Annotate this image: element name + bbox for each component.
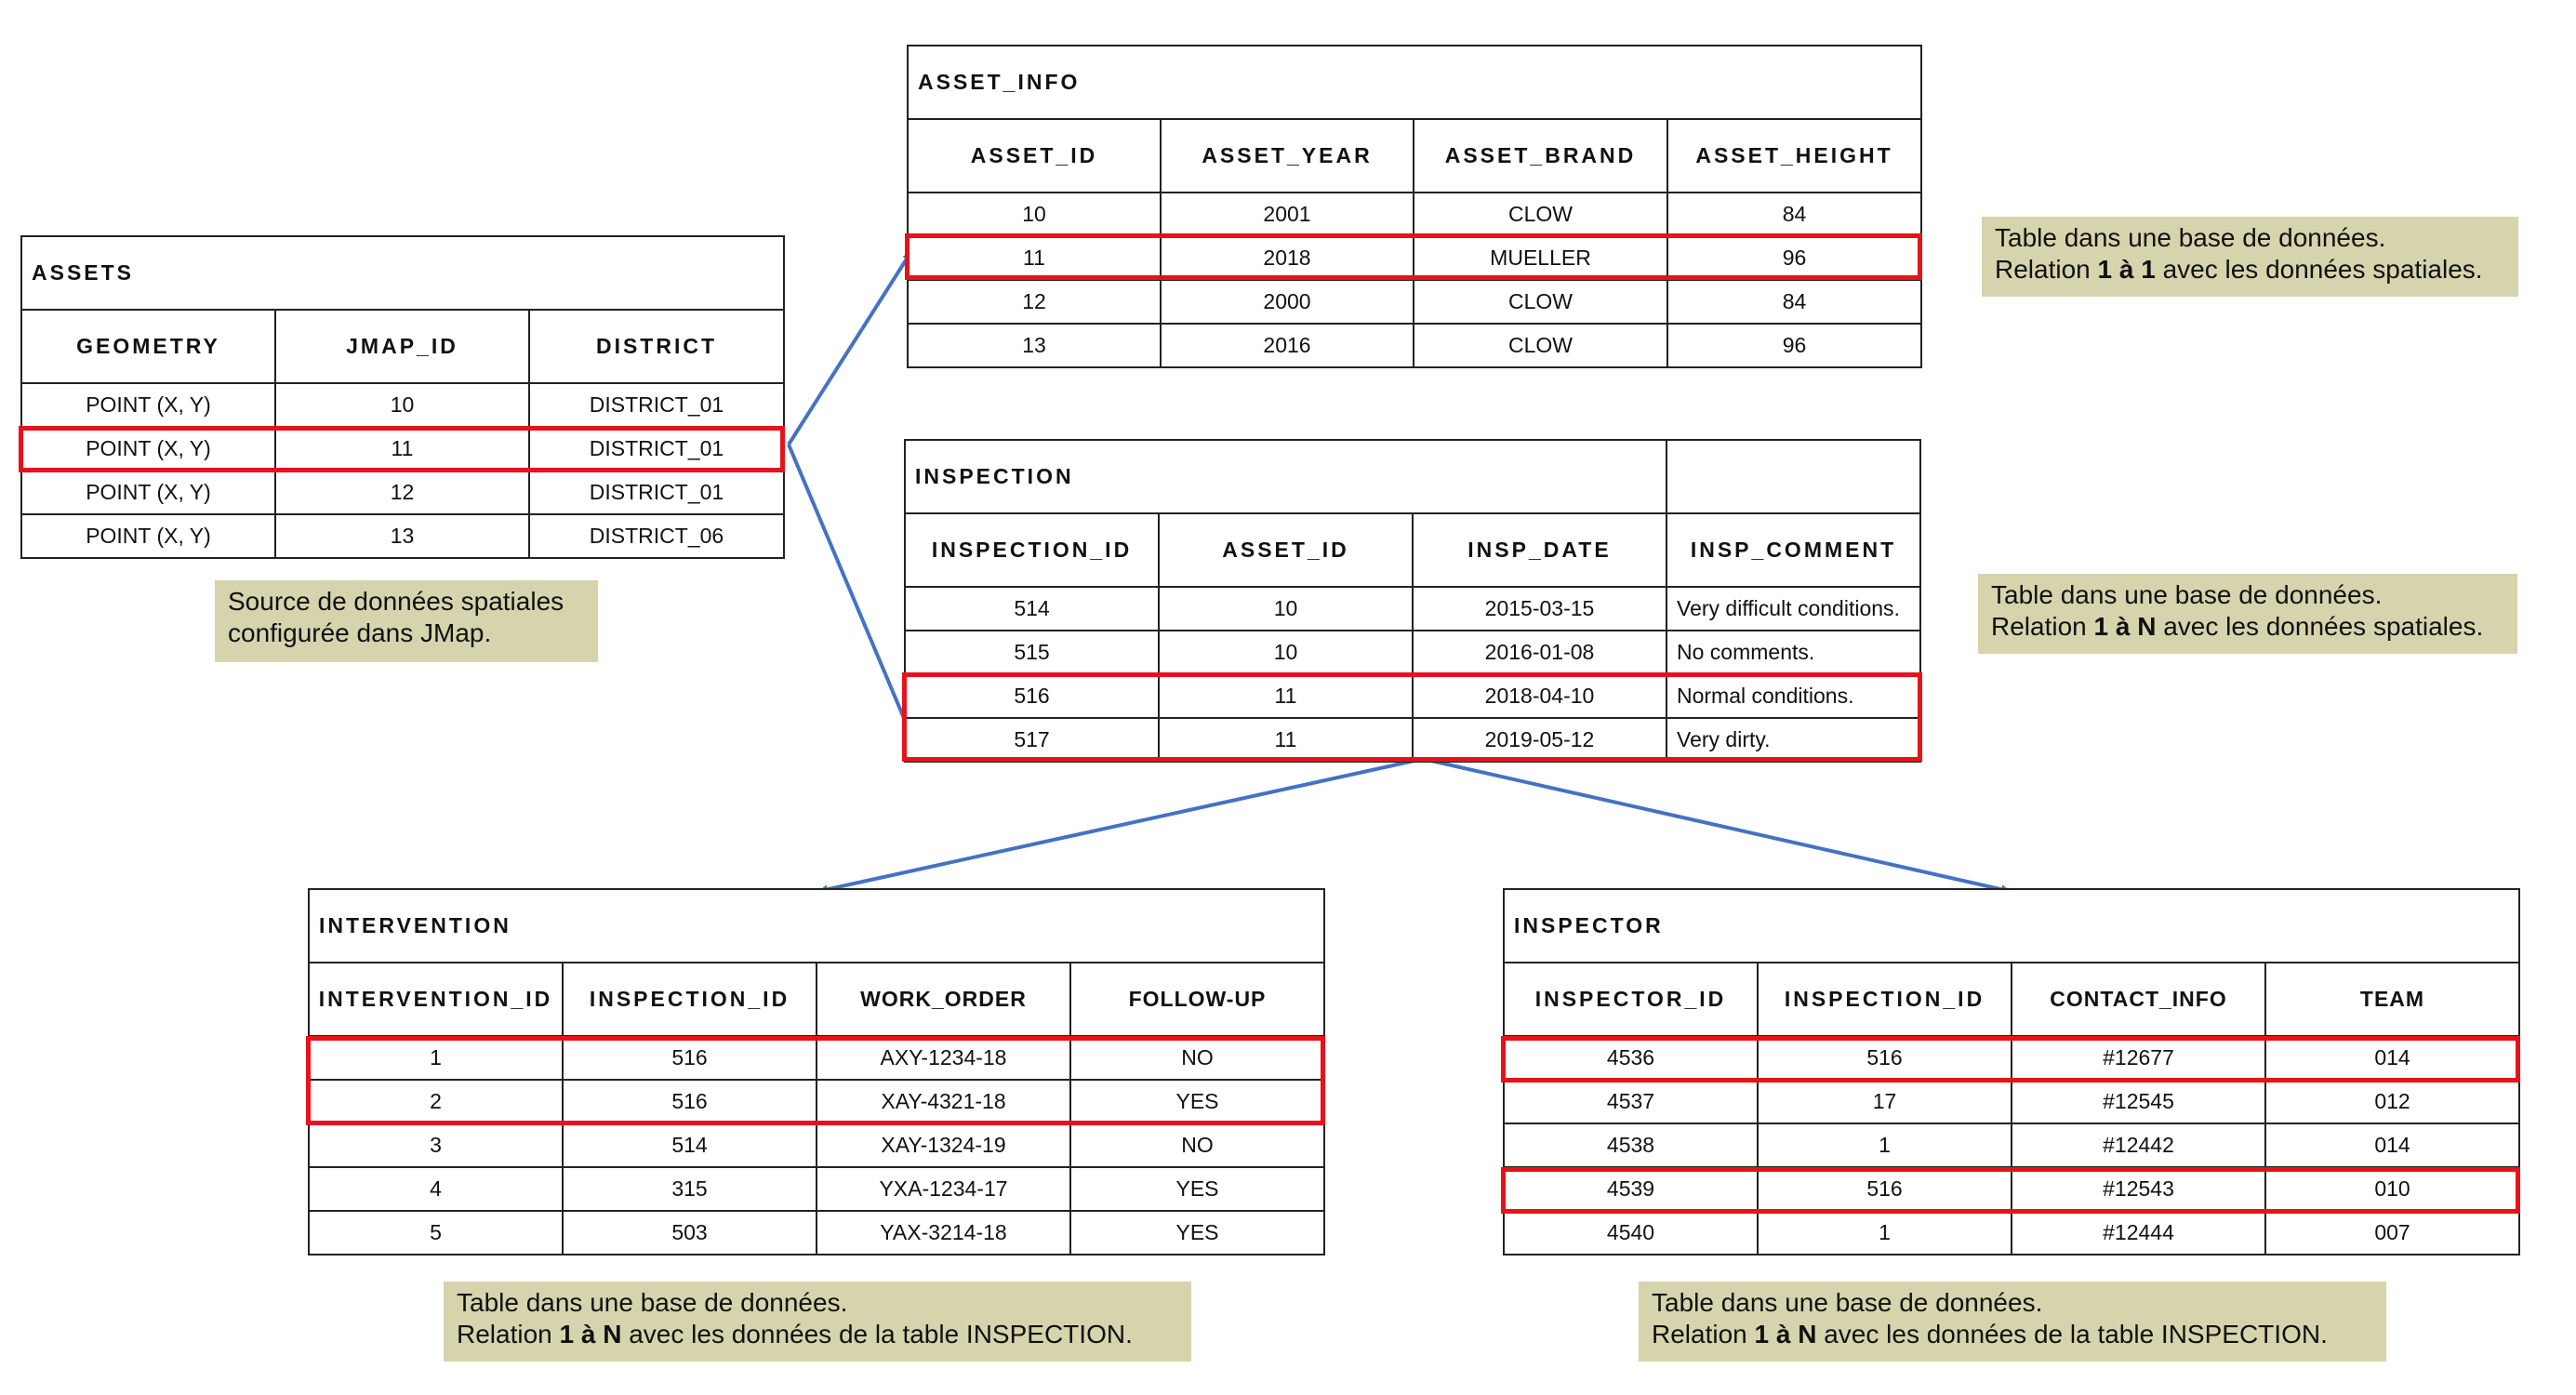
cell: Normal conditions.	[1666, 674, 1920, 718]
column-header: GEOMETRY	[21, 310, 275, 383]
cell: 516	[563, 1080, 817, 1123]
column-header: DISTRICT	[529, 310, 784, 383]
table-row	[908, 280, 1921, 324]
cell: 012	[2265, 1080, 2519, 1123]
cell: 514	[563, 1123, 817, 1167]
asset-info-table	[907, 45, 1922, 368]
column-header: INSPECTION_ID	[905, 513, 1159, 587]
cell: MUELLER	[1414, 236, 1667, 280]
cell: 515	[905, 631, 1159, 674]
cell: #12543	[2012, 1167, 2265, 1211]
table-row	[21, 471, 784, 514]
table-row	[309, 1167, 1324, 1211]
note-line: Relation 1 à N avec les données spatiales.	[1991, 612, 2484, 641]
table-row	[21, 383, 784, 427]
note-line: Table dans une base de données.	[1652, 1288, 2043, 1317]
cell: YXA-1234-17	[817, 1167, 1070, 1211]
arrow-inspection-to-intervention	[820, 759, 1423, 891]
cell: AXY-1234-18	[817, 1036, 1070, 1080]
cell: YAX-3214-18	[817, 1211, 1070, 1255]
cell: XAY-1324-19	[817, 1123, 1070, 1167]
note-line: Relation 1 à N avec les données de la table INSPECTION.	[1652, 1320, 2328, 1348]
note-line: Relation 1 à 1 avec les données spatiales.	[1995, 255, 2483, 284]
table-row	[21, 514, 784, 558]
intervention-table-title: INTERVENTION	[309, 889, 1324, 963]
cell: 3	[309, 1123, 563, 1167]
column-header: ASSET_HEIGHT	[1667, 119, 1921, 193]
inspector-note	[1639, 1282, 2386, 1362]
column-header: INSPECTION_ID	[1758, 963, 2012, 1036]
empty-title-cell	[1666, 440, 1920, 513]
cell: 2016	[1161, 324, 1414, 367]
cell: POINT (X, Y)	[21, 383, 275, 427]
note-line: Relation 1 à N avec les données de la table INSPECTION.	[457, 1320, 1133, 1348]
cell: 014	[2265, 1123, 2519, 1167]
cell: DISTRICT_01	[529, 471, 784, 514]
column-header: INSPECTOR_ID	[1504, 963, 1758, 1036]
note-line: configurée dans JMap.	[228, 618, 492, 647]
cell: YES	[1070, 1080, 1324, 1123]
table-row	[908, 324, 1921, 367]
cell: 1	[1758, 1123, 2012, 1167]
cell: #12442	[2012, 1123, 2265, 1167]
cell: 10	[275, 383, 529, 427]
cell: 84	[1667, 280, 1921, 324]
cell: DISTRICT_06	[529, 514, 784, 558]
cell: 514	[905, 587, 1159, 631]
column-header: CONTACT_INFO	[2012, 963, 2265, 1036]
cell: 014	[2265, 1036, 2519, 1080]
cell: YES	[1070, 1211, 1324, 1255]
note-line: Source de données spatiales	[228, 587, 564, 616]
cell: 11	[1159, 718, 1413, 762]
cell: 12	[908, 280, 1161, 324]
cell: 4540	[1504, 1211, 1758, 1255]
cell: 1	[1758, 1211, 2012, 1255]
cell: DISTRICT_01	[529, 383, 784, 427]
column-header: WORK_ORDER	[817, 963, 1070, 1036]
cell: 516	[1758, 1036, 2012, 1080]
column-header: ASSET_YEAR	[1161, 119, 1414, 193]
cell: 2	[309, 1080, 563, 1123]
inspection-table	[904, 439, 1921, 763]
cell: 516	[905, 674, 1159, 718]
cell: 315	[563, 1167, 817, 1211]
intervention-note	[444, 1282, 1191, 1362]
cell: #12545	[2012, 1080, 2265, 1123]
cell: 2016-01-08	[1413, 631, 1666, 674]
cell: POINT (X, Y)	[21, 471, 275, 514]
cell: 2019-05-12	[1413, 718, 1666, 762]
cell: CLOW	[1414, 193, 1667, 236]
inspector-table-title: INSPECTOR	[1504, 889, 2519, 963]
cell: CLOW	[1414, 280, 1667, 324]
assets-table-title: ASSETS	[21, 236, 784, 310]
inspector-table	[1503, 888, 2520, 1256]
arrow-assets-to-inspection	[789, 445, 909, 729]
cell: 4538	[1504, 1123, 1758, 1167]
table-row	[309, 1211, 1324, 1255]
cell: 10	[1159, 587, 1413, 631]
cell: 2018-04-10	[1413, 674, 1666, 718]
intervention-table	[308, 888, 1325, 1256]
cell: DISTRICT_01	[529, 427, 784, 471]
cell: 1	[309, 1036, 563, 1080]
column-header: INSP_DATE	[1413, 513, 1666, 587]
table-row	[905, 718, 1920, 762]
column-header: INSP_COMMENT	[1666, 513, 1920, 587]
assets-note	[215, 580, 598, 662]
column-header: FOLLOW-UP	[1070, 963, 1324, 1036]
cell: #12677	[2012, 1036, 2265, 1080]
cell: 11	[1159, 674, 1413, 718]
column-header: ASSET_ID	[908, 119, 1161, 193]
cell: 516	[1758, 1167, 2012, 1211]
cell: 5	[309, 1211, 563, 1255]
table-row	[309, 1036, 1324, 1080]
cell: NO	[1070, 1036, 1324, 1080]
inspection-table-title: INSPECTION	[905, 440, 1666, 513]
note-line: Table dans une base de données.	[457, 1288, 848, 1317]
cell: 2018	[1161, 236, 1414, 280]
table-row	[309, 1080, 1324, 1123]
cell: 96	[1667, 236, 1921, 280]
cell: 4	[309, 1167, 563, 1211]
cell: 13	[908, 324, 1161, 367]
cell: 010	[2265, 1167, 2519, 1211]
asset-info-note	[1982, 217, 2518, 297]
cell: XAY-4321-18	[817, 1080, 1070, 1123]
cell: No comments.	[1666, 631, 1920, 674]
cell: YES	[1070, 1167, 1324, 1211]
cell: 96	[1667, 324, 1921, 367]
table-row	[905, 674, 1920, 718]
table-row	[1504, 1036, 2519, 1080]
cell: 517	[905, 718, 1159, 762]
table-row	[908, 236, 1921, 280]
note-line: Table dans une base de données.	[1995, 223, 2386, 252]
cell: 4536	[1504, 1036, 1758, 1080]
column-header: ASSET_ID	[1159, 513, 1413, 587]
cell: 84	[1667, 193, 1921, 236]
table-row	[1504, 1211, 2519, 1255]
cell: 2015-03-15	[1413, 587, 1666, 631]
arrow-inspection-to-inspector	[1423, 759, 2009, 891]
cell: 007	[2265, 1211, 2519, 1255]
table-row	[1504, 1167, 2519, 1211]
cell: #12444	[2012, 1211, 2265, 1255]
table-row	[1504, 1123, 2519, 1167]
cell: Very dirty.	[1666, 718, 1920, 762]
table-row	[908, 193, 1921, 236]
cell: 2001	[1161, 193, 1414, 236]
cell: 13	[275, 514, 529, 558]
inspection-note	[1978, 574, 2517, 654]
cell: 17	[1758, 1080, 2012, 1123]
cell: 4537	[1504, 1080, 1758, 1123]
table-row	[1504, 1080, 2519, 1123]
cell: 503	[563, 1211, 817, 1255]
cell: NO	[1070, 1123, 1324, 1167]
cell: 11	[908, 236, 1161, 280]
column-header: JMAP_ID	[275, 310, 529, 383]
column-header: ASSET_BRAND	[1414, 119, 1667, 193]
cell: 12	[275, 471, 529, 514]
cell: 11	[275, 427, 529, 471]
cell: POINT (X, Y)	[21, 427, 275, 471]
table-row	[309, 1123, 1324, 1167]
cell: 10	[1159, 631, 1413, 674]
cell: 4539	[1504, 1167, 1758, 1211]
column-header: INTERVENTION_ID	[309, 963, 563, 1036]
table-row	[905, 631, 1920, 674]
table-row	[905, 587, 1920, 631]
column-header: TEAM	[2265, 963, 2519, 1036]
assets-table	[20, 235, 785, 559]
cell: 10	[908, 193, 1161, 236]
table-row	[21, 427, 784, 471]
arrow-assets-to-asset-info	[789, 253, 910, 445]
note-line: Table dans une base de données.	[1991, 580, 2383, 609]
cell: Very difficult conditions.	[1666, 587, 1920, 631]
cell: 2000	[1161, 280, 1414, 324]
column-header: INSPECTION_ID	[563, 963, 817, 1036]
cell: POINT (X, Y)	[21, 514, 275, 558]
asset-info-table-title: ASSET_INFO	[908, 46, 1921, 119]
cell: CLOW	[1414, 324, 1667, 367]
cell: 516	[563, 1036, 817, 1080]
